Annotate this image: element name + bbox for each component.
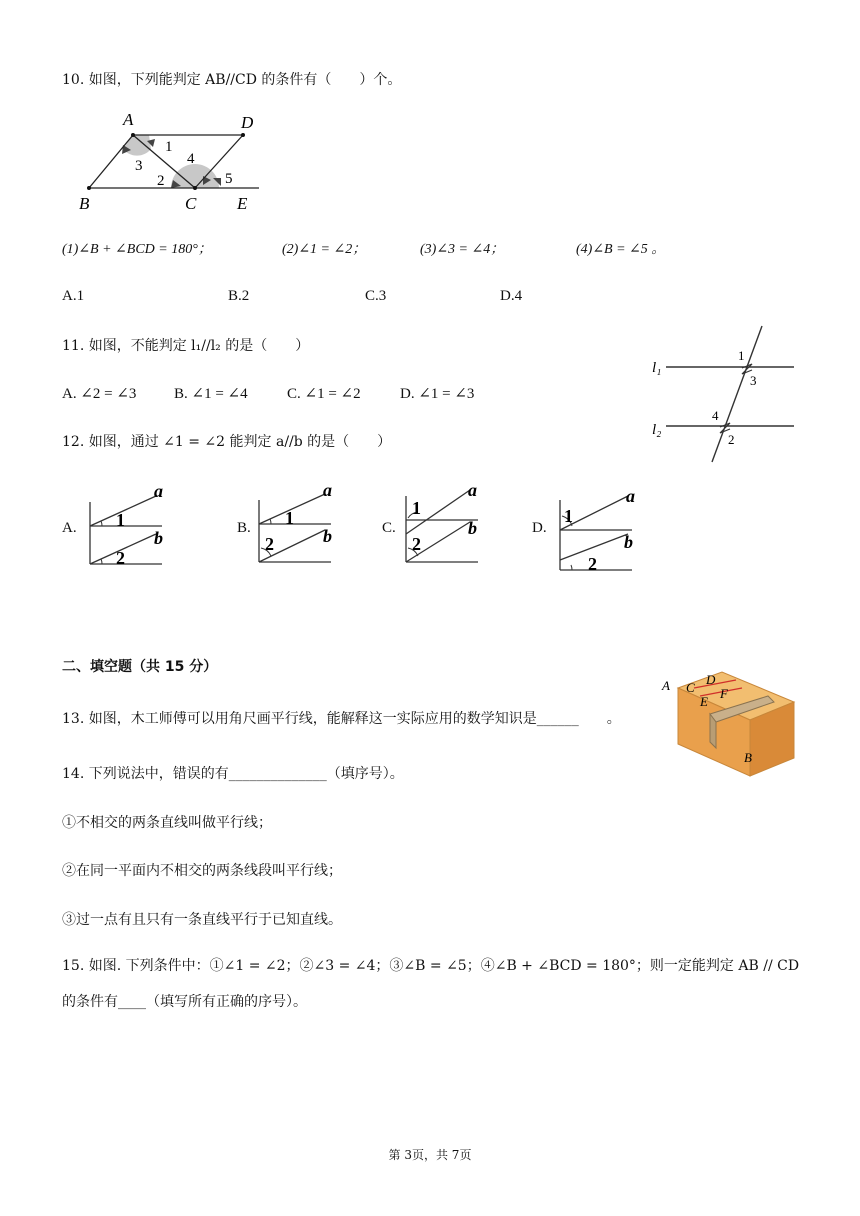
q12-option-c-angle-2: 2 [412, 534, 421, 554]
q12-option-d-label-a: a [626, 486, 635, 506]
q11-option-d: D. ∠1 = ∠3 [400, 386, 475, 402]
q12-option-b-label-a: a [323, 482, 332, 500]
q12-option-d-angle-2: 2 [588, 554, 597, 574]
q12-option-c-figure [402, 482, 502, 568]
q10-stem: 10. 如图，下列能判定 AB//CD 的条件有（ ）个。 [62, 72, 402, 88]
q12-option-a-figure [86, 482, 186, 568]
q11-option-b: B. ∠1 = ∠4 [174, 386, 248, 402]
q14-item-3: ③过一点有且只有一条直线平行于已知直线。 [62, 912, 342, 928]
q11-option-a: A. ∠2 = ∠3 [62, 386, 137, 402]
q15-line-2: 的条件有____（填写所有正确的序号）。 [62, 994, 307, 1010]
q12-option-d-label: D. [532, 520, 547, 536]
q12-option-a-label: A. [62, 520, 77, 536]
page-footer: 第 3页，共 7页 [388, 1148, 472, 1162]
q10-num-1: 1 [165, 139, 173, 155]
q13-label-b: B [744, 750, 752, 765]
q12-option-d-angle-1: 1 [564, 506, 573, 526]
q12-option-a-angle-2: 2 [116, 548, 125, 568]
q11-num-4: 4 [712, 408, 719, 423]
q10-label-b: B [79, 194, 90, 213]
q13-stem: 13. 如图，木工师傅可以用角尺画平行线，能解释这一实际应用的数学知识是______ 。 [62, 711, 621, 727]
q12-option-d-figure [556, 482, 656, 574]
q12-stem: 12. 如图，通过 ∠1 = ∠2 能判定 a//b 的是（ ） [62, 434, 392, 450]
q11-transversal [712, 326, 762, 462]
q12-option-d-label-b: b [624, 532, 633, 552]
q12-option-c-label: C. [382, 520, 396, 536]
q10-line-ab [89, 135, 133, 188]
q10-option-b: B.2 [228, 288, 250, 304]
q11-stem: 11. 如图，不能判定 l₁//l₂ 的是（ ） [62, 338, 310, 354]
q12-option-b-label-b: b [323, 526, 332, 546]
q13-label-c: C [686, 680, 695, 695]
q13-label-a: A [662, 678, 670, 693]
q10-option-c: C.3 [365, 288, 387, 304]
q15-line-1: 15. 如图. 下列条件中：①∠1 = ∠2；②∠3 = ∠4；③∠B = ∠5；④∠B + ∠BCD = 180°；则一定能判定 AB // CD [62, 958, 800, 974]
q11-label-l1: l₁ [652, 360, 662, 376]
q10-condition-2: (2)∠1 = ∠2； [282, 242, 367, 257]
q10-option-a: A.1 [62, 288, 85, 304]
q14-stem: 14. 下列说法中，错误的有______________（填序号）。 [62, 766, 404, 782]
q14-item-2: ②在同一平面内不相交的两条线段叫平行线； [62, 863, 342, 879]
q10-label-a: A [123, 110, 134, 129]
q10-num-4: 4 [187, 151, 195, 167]
q13-wood-figure [660, 664, 800, 782]
q10-label-d: D [241, 113, 254, 132]
q12-option-b-angle-1: 1 [285, 508, 294, 528]
q10-condition-4: (4)∠B = ∠5 。 [576, 242, 666, 257]
q13-label-e: E [700, 694, 708, 709]
q12-option-b-figure [255, 482, 355, 568]
q11-num-2: 2 [728, 432, 735, 447]
q12-option-a-label-b: b [154, 528, 163, 548]
q14-item-1: ①不相交的两条直线叫做平行线； [62, 815, 272, 831]
q10-condition-3: (3)∠3 = ∠4； [420, 242, 505, 257]
q10-num-3: 3 [135, 158, 143, 174]
q11-figure [650, 322, 800, 467]
q13-label-f: F [720, 686, 728, 701]
q11-label-l2: l₂ [652, 422, 662, 438]
q11-num-3: 3 [750, 373, 757, 388]
q12-option-c-angle-1: 1 [412, 498, 421, 518]
q13-label-d: D [706, 672, 716, 687]
q10-condition-1: (1)∠B + ∠BCD = 180°； [62, 242, 212, 257]
q10-label-c: C [185, 194, 197, 213]
q10-label-e: E [237, 194, 248, 213]
q10-figure [75, 108, 265, 218]
q12-option-a-angle-1: 1 [116, 510, 125, 530]
q12-option-b-angle-2: 2 [265, 534, 274, 554]
q10-option-d: D.4 [500, 288, 523, 304]
q11-num-1: 1 [738, 348, 745, 363]
q10-num-5: 5 [225, 171, 233, 187]
q12-option-a-label-a: a [154, 482, 163, 501]
q12-option-c-label-b: b [468, 518, 477, 538]
q12-option-b-label: B. [237, 520, 251, 536]
q12-option-c-label-a: a [468, 482, 477, 500]
q11-option-c: C. ∠1 = ∠2 [287, 386, 361, 402]
section-title: 二、填空题（共 15 分） [62, 659, 218, 675]
q10-num-2: 2 [157, 173, 165, 189]
